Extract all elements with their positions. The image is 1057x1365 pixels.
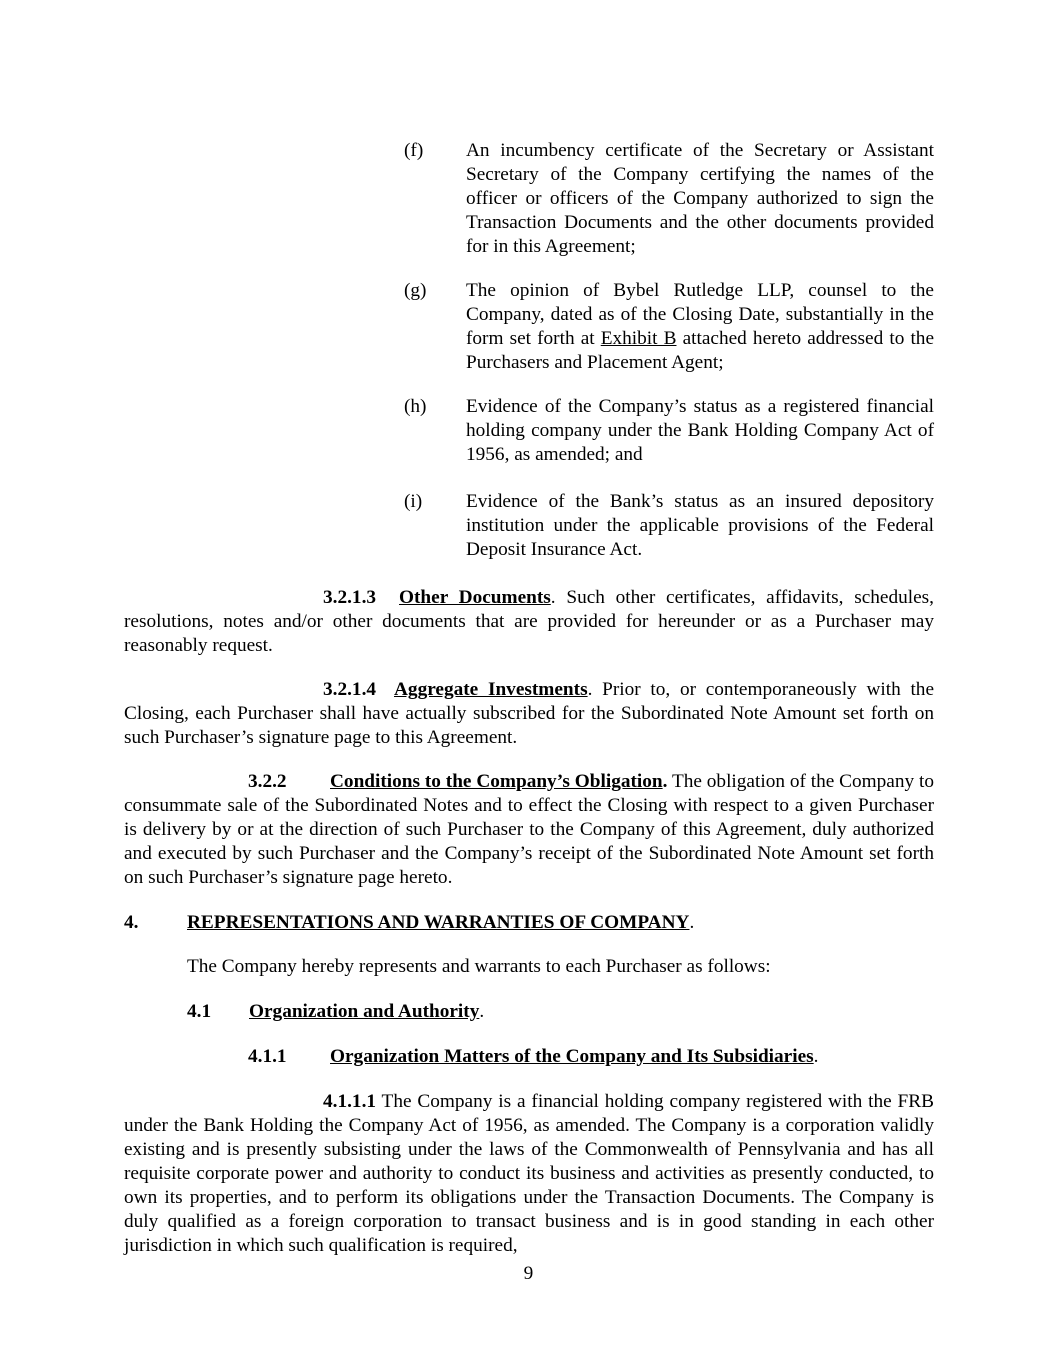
item-text: Evidence of the Bank’s status as an insured depository institution under the applicable provisions of the Federal Deposit Insurance Act. <box>466 491 934 560</box>
section-3-2-1-4 <box>124 678 934 750</box>
section-title: Conditions to the Company’s Obligation <box>330 771 663 792</box>
item-label: (f) <box>404 140 424 161</box>
item-label: (i) <box>404 491 423 512</box>
section-body: . Such other certificates, affidavits, schedules, resolutions, notes and/or other documents that are provided for hereunder or as a Purchaser may reasonably request. <box>124 587 934 656</box>
section-number: 4.1.1 <box>248 1046 287 1067</box>
section-number: 4.1.1.1 <box>323 1091 377 1112</box>
section-number: 3.2.1.3 <box>323 587 377 608</box>
section-4-heading: 4. REPRESENTATIONS AND WARRANTIES OF COMPANY. <box>124 912 695 933</box>
section-4-1-heading: 4.1 Organization and Authority. <box>187 1001 485 1022</box>
section-number: 4.1 <box>187 1001 212 1022</box>
section-title: Other Documents <box>399 587 551 608</box>
item-text: The opinion of Bybel Rutledge LLP, counsel to the Company, dated as of the Closing Date, substantially in the form set forth at Exhibit B attached hereto addressed to the Purchasers and Placement Agent; <box>466 280 935 373</box>
section-3-2-1-3 <box>124 586 934 658</box>
section-4-1-1-1 <box>124 1090 934 1258</box>
item-label: (g) <box>404 280 427 301</box>
section-title: REPRESENTATIONS AND WARRANTIES OF COMPANY <box>187 912 690 933</box>
section-title: Organization and Authority <box>249 1001 480 1022</box>
section-body: . Prior to, or contemporaneously with the Closing, each Purchaser shall have actually subscribed for the Subordinated Note Amount set forth on such Purchaser’s signature page to this Agreement. <box>124 679 934 748</box>
section-4-intro: The Company hereby represents and warrants to each Purchaser as follows: <box>187 956 771 977</box>
section-number: 3.2.2 <box>248 771 287 792</box>
item-text: Evidence of the Company’s status as a registered financial holding company under the Bank Holding Company Act of 1956, as amended; and <box>466 396 934 465</box>
section-number: 3.2.1.4 <box>323 679 377 700</box>
section-4-1-1-heading: 4.1.1 Organization Matters of the Company and Its Subsidiaries. <box>248 1046 819 1067</box>
section-body: The obligation of the Company to consummate sale of the Subordinated Notes and to effect the Closing with respect to a given Purchaser is delivery by or at the direction of such Purchaser to the Company of this Agreement, duly authorized and executed by such Purchaser and the Company’s receipt of the Subordinated Note Amount set forth on such Purchaser’s signature page hereto. <box>124 771 934 888</box>
section-number: 4. <box>124 912 139 933</box>
item-text: An incumbency certificate of the Secretary or Assistant Secretary of the Company certifying the names of the officer or officers of the Company authorized to sign the Transaction Documents and the other documents provided for in this Agreement; <box>466 140 934 257</box>
section-title: Organization Matters of the Company and Its Subsidiaries <box>330 1046 814 1067</box>
section-3-2-2: 3.2.2 Conditions to the Company’s Obligation. The obligation of the Company to consummate sale of the Subordinated Notes and to effect the Closing with respect to a given Purchaser is delivery by or at the direction of such Purchaser to the Company of this Agreement, duly authorized and executed by such Purchaser and the Company’s receipt of the Subordinated Note Amount set forth on such Purchaser’s signature page hereto. <box>124 771 934 888</box>
section-title: Aggregate Investments <box>394 679 588 700</box>
exhibit-b-link[interactable]: Exhibit B <box>600 328 677 349</box>
page-number: 9 <box>523 1263 534 1284</box>
section-body: The Company is a financial holding company registered with the FRB under the Bank Holding the Company Act of 1956, as amended. The Company is a corporation validly existing and is presently subsisting under the laws of the Commonwealth of Pennsylvania and has all requisite corporate power and authority to conduct its business and activities as presently conducted, to own its properties, and to perform its obligations under the Transaction Documents. The Company is duly qualified as a foreign corporation to transact business and is in good standing in each other jurisdiction in which such qualification is required, <box>124 1091 934 1256</box>
item-label: (h) <box>404 396 427 417</box>
